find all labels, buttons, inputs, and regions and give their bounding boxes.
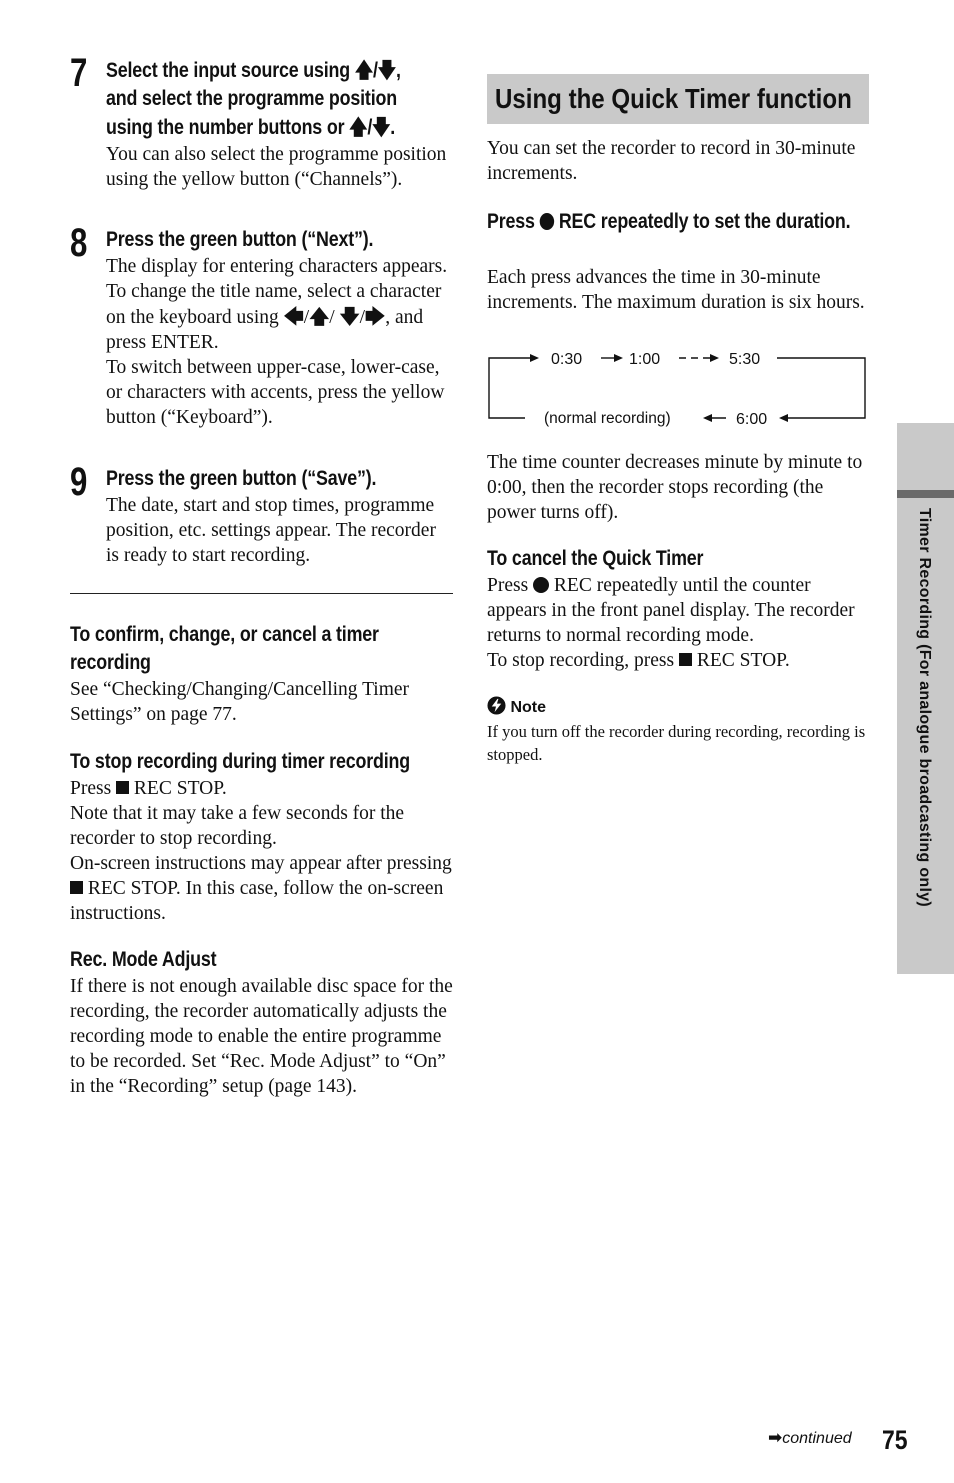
step-title: Press the green button (“Save”).: [106, 467, 377, 490]
stop-square-icon: [116, 781, 129, 794]
section-text: Note that it may take a few seconds for the recorder to stop recording.: [70, 803, 405, 849]
section-heading: To confirm, change, or cancel a timer recording: [70, 623, 379, 674]
time-label: 6:00: [736, 411, 768, 428]
normal-recording-label: (normal recording): [544, 410, 671, 427]
arrow-head: [710, 354, 719, 362]
step-text: , and press ENTER.: [106, 307, 424, 353]
diagram-loop-left: [489, 358, 533, 418]
stop-square-icon: [679, 653, 692, 666]
step-description: To change the title name, select a character on the keyboard using 🡄/🡅/ 🡇/🡆, and press ENTER.: [106, 281, 442, 353]
press-rec-body: [487, 265, 869, 315]
section-text: If there is not enough available disc space for the recording, the recorder automatically adjusts the recording mode to enable the entire programme to be recorded. Set “Rec. Mode Adjust” to “On” in the “Recording” setup (page 143).: [70, 976, 453, 1097]
arrow-head: [530, 354, 539, 362]
step-body: [106, 226, 453, 430]
section-banner: [487, 74, 869, 124]
left-arrow-icon: 🡄: [283, 305, 304, 328]
section-text-part: REC STOP. In this case, follow the on-screen instructions.: [70, 878, 444, 924]
step-text: To change the title name, select a character on the keyboard using: [106, 281, 442, 328]
section-text: [70, 776, 453, 801]
step-title-line: using the number buttons or: [106, 116, 345, 139]
side-tab: [897, 423, 954, 974]
stop-square-icon: [70, 881, 83, 894]
note-icon: [487, 696, 506, 715]
step-7: [70, 51, 453, 192]
step-description: The date, start and stop times, programme position, etc. settings appear. The recorder is ready to start recording.: [106, 495, 436, 566]
page-number: 75: [882, 1425, 908, 1455]
section-text-part: Press: [487, 575, 529, 596]
stop-section: [70, 748, 453, 926]
step-title: Press the green button (“Next”).: [106, 228, 374, 251]
section-text-part: To stop recording, press: [487, 650, 675, 671]
confirm-section: [70, 621, 453, 727]
time-label: 0:30: [551, 351, 583, 368]
record-dot-icon: [533, 577, 549, 593]
section-text: [487, 648, 869, 673]
step-number: 8: [70, 221, 88, 265]
section-heading: To cancel the Quick Timer: [487, 547, 704, 570]
time-label: 1:00: [629, 351, 661, 368]
step-description: You can also select the programme position using the yellow button (“Channels”).: [106, 144, 447, 190]
section-title: Using the Quick Timer function: [495, 83, 852, 114]
step-title-line: Select the input source using: [106, 59, 351, 82]
heading-part: REC repeatedly to set the duration.: [558, 210, 851, 233]
after-diagram: [487, 450, 869, 525]
section-text: [487, 573, 869, 648]
down-arrow-icon: 🡇: [339, 305, 360, 328]
rec-mode-section: [70, 946, 453, 1099]
up-arrow-icon: 🡅: [309, 305, 330, 328]
section-text: See “Checking/Changing/Cancelling Timer Settings” on page 77.: [70, 679, 410, 725]
side-tab-label: Timer Recording (For analogue broadcasting only): [916, 508, 933, 908]
note-section: [487, 696, 869, 766]
cancel-section: [487, 545, 869, 673]
step-title: Select the input source using 🡅/🡇, and select the programme position using the number buttons or 🡅/🡇.: [106, 58, 401, 139]
step-description: The display for entering characters appears.: [106, 256, 448, 277]
section-heading: To stop recording during timer recording: [70, 750, 410, 773]
divider: [70, 593, 453, 594]
continued-indicator: [768, 1426, 852, 1451]
up-arrow-icon: 🡅: [349, 115, 368, 139]
step-8: [70, 221, 453, 430]
intro: [487, 136, 869, 186]
section-text: Each press advances the time in 30-minute increments. The maximum duration is six hours.: [487, 267, 865, 313]
down-arrow-icon: 🡇: [372, 115, 391, 139]
step-number: 9: [70, 460, 88, 504]
step-body: [106, 465, 453, 568]
step-9: [70, 460, 453, 568]
right-arrow-icon: ➡: [768, 1428, 783, 1448]
section-text-part: Press: [70, 778, 112, 799]
arrow-head: [614, 354, 623, 362]
quick-timer-diagram: [487, 345, 869, 435]
step-title-line: and select the programme position: [106, 87, 397, 110]
note-text: If you turn off the recorder during recording, recording is stopped.: [487, 722, 866, 764]
section-heading: Rec. Mode Adjust: [70, 948, 217, 971]
step-body: [106, 56, 453, 192]
section-text-part: REC repeatedly until the counter appears in the front panel display. The recorder returns to normal recording mode.: [487, 575, 855, 646]
intro-text: You can set the recorder to record in 30-minute increments.: [487, 138, 856, 184]
up-arrow-icon: 🡅: [354, 58, 374, 82]
note-heading: [487, 696, 869, 718]
side-tab-label-wrap: [911, 508, 935, 948]
time-label: 5:30: [729, 351, 761, 368]
step-description: To switch between upper-case, lower-case, or characters with accents, press the yellow button (“Keyboard”).: [106, 357, 445, 428]
section-text: The time counter decreases minute by minute to 0:00, then the recorder stops recording (the power turns off).: [487, 452, 863, 523]
section-text-part: REC STOP.: [696, 650, 790, 671]
step-number: 7: [70, 51, 88, 95]
arrow-head: [779, 414, 788, 422]
section-text-part: On-screen instructions may appear after pressing: [70, 853, 452, 874]
record-dot-icon: [540, 213, 554, 230]
side-tab-marker: [897, 490, 954, 498]
arrow-head: [703, 414, 712, 422]
diagram-loop-right: [777, 358, 865, 418]
note-label: Note: [510, 699, 547, 716]
section-text-part: REC STOP.: [133, 778, 227, 799]
continued-label: continued: [782, 1430, 852, 1447]
press-rec-section: [487, 208, 869, 236]
heading-part: Press: [487, 210, 535, 233]
right-arrow-icon: 🡆: [365, 305, 386, 328]
section-text: [70, 851, 453, 926]
down-arrow-icon: 🡇: [377, 58, 396, 82]
